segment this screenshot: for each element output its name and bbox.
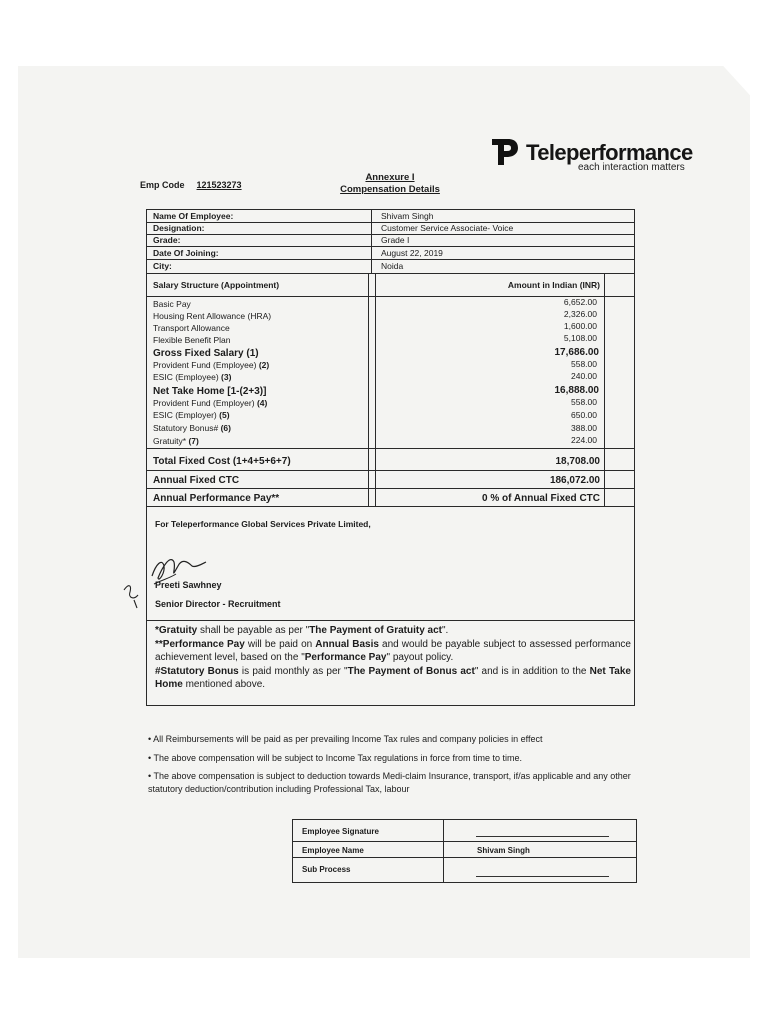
salary-label-text: ESIC (Employer) bbox=[153, 410, 217, 420]
salary-label-text: ESIC (Employee) bbox=[153, 372, 219, 382]
annexure-title bbox=[330, 172, 450, 196]
net-take-home-label: Net Take Home [1-(2+3)] bbox=[153, 386, 267, 397]
salary-label-tag: (4) bbox=[256, 398, 268, 408]
salary-label bbox=[153, 398, 267, 409]
note-bold: The Payment of Gratuity act bbox=[309, 625, 442, 636]
bonus-note bbox=[155, 665, 631, 692]
note-bold: Net Take Home bbox=[155, 665, 631, 690]
salary-label: Basic Pay bbox=[153, 299, 191, 309]
salary-amount: 5,108.00 bbox=[563, 333, 597, 343]
annual-performance-pay-value: 0 % of Annual Fixed CTC bbox=[482, 493, 600, 504]
performance-note bbox=[155, 638, 631, 665]
info-label: City: bbox=[153, 261, 172, 271]
salary-label-text: Gratuity* bbox=[153, 436, 187, 446]
annexure-line2: Compensation Details bbox=[340, 184, 440, 195]
info-value: Grade I bbox=[381, 235, 410, 245]
note-bold: The Payment of Bonus act bbox=[347, 665, 475, 677]
signatory-title: Senior Director - Recruitment bbox=[155, 599, 281, 609]
employee-name-value: Shivam Singh bbox=[477, 846, 530, 855]
salary-label bbox=[153, 410, 230, 421]
salary-amount: 1,600.00 bbox=[563, 321, 597, 331]
terms-notes bbox=[155, 624, 631, 692]
salary-label-tag: (5) bbox=[219, 410, 230, 420]
salary-label-tag: (6) bbox=[220, 423, 231, 433]
salary-label: Flexible Benefit Plan bbox=[153, 335, 231, 345]
gross-fixed-salary-amount: 17,686.00 bbox=[554, 347, 599, 358]
emp-code-value: 121523273 bbox=[196, 180, 242, 190]
note-text: " payout policy. bbox=[386, 652, 454, 663]
bullet-item: • The above compensation is subject to deduction towards Medi-claim Insurance, transport, if/as applicable and any other statutory deduction/contribution including Professional Tax, labour bbox=[148, 771, 631, 794]
info-value: Customer Service Associate- Voice bbox=[381, 223, 514, 233]
annual-fixed-ctc-label: Annual Fixed CTC bbox=[153, 475, 240, 486]
salary-label bbox=[153, 423, 231, 434]
gratuity-note bbox=[155, 624, 631, 638]
salary-label-tag: (7) bbox=[188, 436, 199, 446]
logo-name: Teleperformance bbox=[526, 140, 693, 165]
info-value: Shivam Singh bbox=[381, 211, 434, 221]
info-label: Grade: bbox=[153, 235, 181, 245]
salary-label-text: Statutory Bonus# bbox=[153, 423, 219, 433]
ack-label: Employee Signature bbox=[302, 827, 379, 836]
salary-amount: 6,652.00 bbox=[563, 297, 597, 307]
total-fixed-cost-amount: 18,708.00 bbox=[555, 456, 600, 467]
salary-amount: 558.00 bbox=[571, 359, 597, 369]
note-text: is paid monthly as per " bbox=[238, 665, 348, 677]
bullet-item: • The above compensation will be subject to Income Tax regulations in force from time to time. bbox=[148, 753, 523, 763]
salary-amount: 558.00 bbox=[571, 397, 597, 407]
annexure-line1: Annexure I bbox=[365, 172, 415, 183]
company-logo bbox=[490, 133, 693, 178]
annual-performance-pay-label: Annual Performance Pay** bbox=[153, 493, 280, 504]
salary-amount: 240.00 bbox=[571, 371, 597, 381]
annual-fixed-ctc-amount: 186,072.00 bbox=[549, 475, 600, 486]
info-label: Designation: bbox=[153, 223, 205, 233]
salary-label-text: Provident Fund (Employee) bbox=[153, 360, 257, 370]
salary-label: Housing Rent Allowance (HRA) bbox=[153, 311, 272, 321]
salary-label-tag: (3) bbox=[221, 372, 232, 382]
folded-corner bbox=[663, 0, 768, 115]
info-label: Date Of Joining: bbox=[153, 248, 219, 258]
note-bold: Performance Pay bbox=[304, 652, 387, 663]
salary-label-tag: (2) bbox=[258, 360, 270, 370]
logo-tagline: each interaction matters bbox=[578, 162, 685, 173]
salary-amount: 650.00 bbox=[571, 410, 597, 420]
note-text: ". bbox=[442, 625, 449, 636]
salary-amount: 224.00 bbox=[571, 435, 597, 445]
emp-code bbox=[140, 180, 242, 190]
salary-amount: 2,326.00 bbox=[563, 309, 597, 319]
ack-label: Sub Process bbox=[302, 865, 351, 874]
note-bold: #Statutory Bonus bbox=[155, 665, 239, 677]
note-text: shall be payable as per " bbox=[197, 625, 310, 636]
salary-label bbox=[153, 372, 231, 383]
teleperformance-logo-icon bbox=[490, 135, 520, 167]
info-value: Noida bbox=[381, 261, 404, 271]
amount-header: Amount in Indian (INR) bbox=[507, 280, 600, 290]
signatory-name: Preeti Sawhney bbox=[155, 580, 222, 590]
bullet-item: • All Reimbursements will be paid as per prevailing Income Tax rules and company policies in effect bbox=[148, 734, 543, 744]
info-label: Name Of Employee: bbox=[153, 211, 234, 221]
info-value: August 22, 2019 bbox=[381, 248, 443, 258]
note-bold: Annual Basis bbox=[315, 638, 379, 650]
note-bold: **Performance Pay bbox=[155, 638, 245, 650]
salary-structure-header: Salary Structure (Appointment) bbox=[153, 280, 280, 290]
note-text: " and is in addition to the bbox=[474, 665, 590, 677]
salary-amount: 388.00 bbox=[571, 423, 597, 433]
net-take-home-amount: 16,888.00 bbox=[554, 385, 599, 396]
ack-label: Employee Name bbox=[302, 846, 364, 855]
company-line: For Teleperformance Global Services Private Limited, bbox=[155, 519, 371, 529]
salary-label: Transport Allowance bbox=[153, 323, 230, 333]
total-fixed-cost-label: Total Fixed Cost (1+4+5+6+7) bbox=[153, 456, 291, 467]
note-text: will be paid on bbox=[244, 638, 316, 650]
salary-label-text: Provident Fund (Employer) bbox=[153, 398, 255, 408]
note-bold: *Gratuity bbox=[155, 625, 198, 636]
salary-label bbox=[153, 360, 269, 371]
emp-code-label: Emp Code bbox=[140, 180, 185, 190]
note-text: mentioned above. bbox=[182, 679, 266, 690]
note-text: and would be payable subject to assessed performance achievement level, based on the " bbox=[155, 638, 631, 663]
gross-fixed-salary-label: Gross Fixed Salary (1) bbox=[153, 348, 259, 359]
salary-label bbox=[153, 436, 199, 447]
